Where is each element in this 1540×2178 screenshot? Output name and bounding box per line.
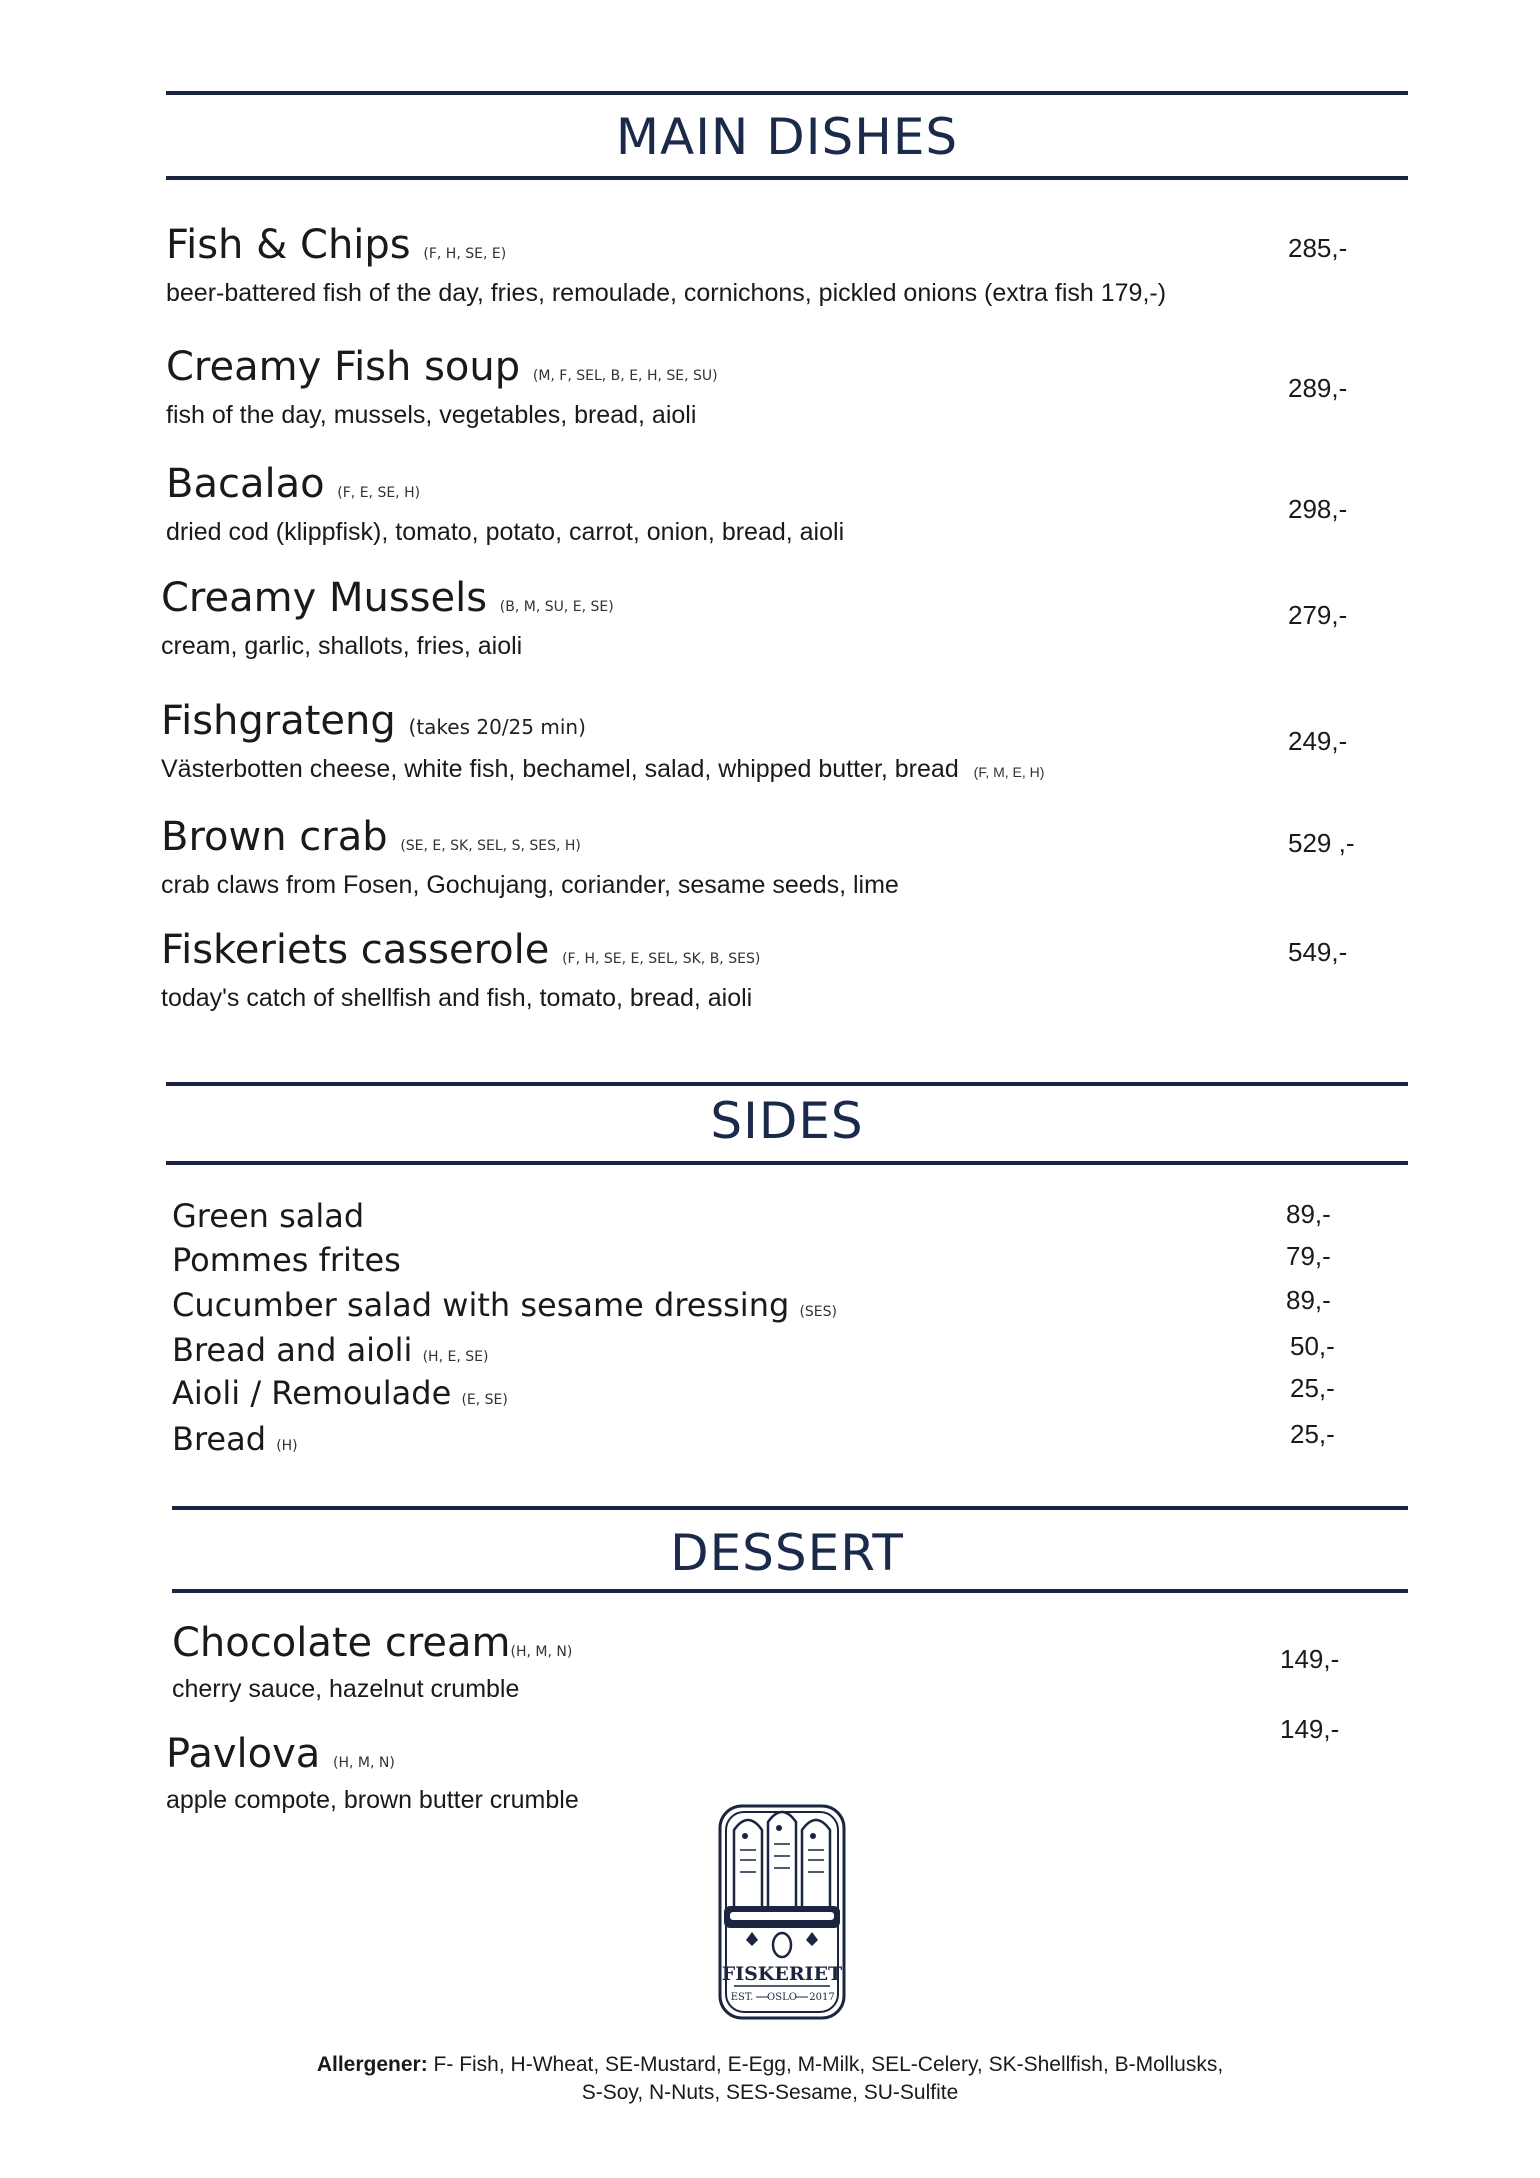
dish-name: Fiskeriets casserole: [161, 927, 550, 973]
main-top-rule: [166, 91, 1408, 95]
logo-city: OSLO: [767, 1992, 797, 2003]
dish-note: (takes 20/25 min): [408, 715, 586, 739]
allergen-tag: (F, M, E, H): [973, 764, 1045, 780]
sides-bottom-rule: [166, 1161, 1408, 1165]
dish-name: Brown crab: [161, 814, 388, 860]
menu-item-price: 289,-: [1288, 373, 1348, 403]
logo-est: EST.: [730, 1992, 754, 2003]
dessert-desc: cherry sauce, hazelnut crumble: [172, 1675, 520, 1703]
dessert-name: Pavlova: [166, 1731, 321, 1777]
dessert-desc: apple compote, brown butter crumble: [166, 1786, 579, 1814]
menu-item-price: 298,-: [1288, 494, 1348, 524]
menu-item-price: 529 ,-: [1288, 828, 1355, 858]
dessert-item-name: [172, 1620, 572, 1666]
allergen-legend: [160, 2051, 1380, 2107]
side-name: Aioli / Remoulade: [172, 1374, 452, 1412]
dessert-price: 149,-: [1280, 1644, 1340, 1674]
dessert-bottom-rule: [172, 1589, 1408, 1593]
menu-item-name: [161, 698, 586, 744]
menu-item-price: 249,-: [1288, 726, 1348, 756]
allergen-legend-line2: S-Soy, N-Nuts, SES-Sesame, SU-Sulfite: [581, 2081, 959, 2104]
dish-name: Creamy Mussels: [161, 575, 488, 621]
side-name: Green salad: [172, 1197, 365, 1235]
side-item: [172, 1241, 401, 1279]
side-name: Bread and aioli: [172, 1331, 413, 1369]
side-item: [172, 1420, 298, 1458]
menu-item-desc: today's catch of shellfish and fish, tomato, bread, aioli: [161, 984, 753, 1012]
main-bottom-rule: [166, 176, 1408, 180]
fiskeriet-logo: [712, 1800, 852, 2025]
allergen-tag: (SE, E, SK, SEL, S, SES, H): [400, 838, 581, 854]
allergen-legend-text: F- Fish, H-Wheat, SE-Mustard, E-Egg, M-Milk, SEL-Celery, SK-Shellfish, B-Mollusks,: [427, 2053, 1224, 2076]
allergen-tag: (F, H, SE, E, SEL, SK, B, SES): [562, 951, 761, 967]
dessert-price: 149,-: [1280, 1714, 1340, 1744]
allergen-tag: (E, SE): [461, 1392, 508, 1408]
logo-brand: FISKERIET: [721, 1963, 843, 1985]
dessert-title: DESSERT: [670, 1524, 904, 1582]
menu-item-desc: crab claws from Fosen, Gochujang, coriander, sesame seeds, lime: [161, 871, 899, 899]
menu-item-name: [166, 222, 506, 268]
side-name: Cucumber salad with sesame dressing: [172, 1286, 790, 1324]
side-price: 89,-: [1286, 1285, 1331, 1315]
side-price: 89,-: [1286, 1199, 1331, 1229]
dessert-item-name: [166, 1731, 395, 1777]
main-dishes-title: MAIN DISHES: [615, 108, 959, 166]
side-item: [172, 1197, 364, 1235]
dish-name: Bacalao: [166, 461, 325, 507]
dish-name: Fish & Chips: [166, 222, 411, 268]
side-item: [172, 1286, 837, 1324]
side-item: [172, 1374, 508, 1412]
dessert-name: Chocolate cream: [172, 1620, 511, 1666]
menu-item-desc: beer-battered fish of the day, fries, remoulade, cornichons, pickled onions (extra fish 179,-): [166, 279, 1167, 307]
menu-item-price: 285,-: [1288, 233, 1348, 263]
side-price: 25,-: [1290, 1373, 1335, 1403]
logo-year: 2017: [809, 1992, 835, 2003]
menu-item-name: [161, 927, 760, 973]
dessert-top-rule: [172, 1506, 1408, 1510]
menu-item-name: [166, 344, 718, 390]
dish-name: Creamy Fish soup: [166, 344, 521, 390]
allergen-tag: (H): [276, 1438, 298, 1454]
allergen-tag: (M, F, SEL, B, E, H, SE, SU): [532, 368, 718, 384]
allergen-tag: (H, M, N): [333, 1755, 395, 1771]
menu-item-desc: dried cod (klippfisk), tomato, potato, carrot, onion, bread, aioli: [166, 518, 845, 546]
menu-item-price: 279,-: [1288, 600, 1348, 630]
menu-item-desc: [161, 755, 1044, 784]
side-price: 50,-: [1290, 1331, 1335, 1361]
sardine-icon: [734, 1812, 830, 1910]
menu-item-name: [161, 575, 614, 621]
allergen-legend-label: Allergener:: [316, 2053, 428, 2076]
menu-item-name: [161, 814, 581, 860]
allergen-tag: (B, M, SU, E, SE): [499, 599, 614, 615]
allergen-tag: (F, E, SE, H): [337, 485, 421, 501]
side-price: 25,-: [1290, 1419, 1335, 1449]
dish-desc-text: Västerbotten cheese, white fish, bechamel, salad, whipped butter, bread: [161, 755, 959, 783]
menu-item-price: 549,-: [1288, 937, 1348, 967]
allergen-tag: (H, E, SE): [422, 1349, 489, 1365]
sides-title: SIDES: [710, 1092, 864, 1150]
menu-item-desc: cream, garlic, shallots, fries, aioli: [161, 632, 523, 660]
allergen-tag: (F, H, SE, E): [423, 246, 507, 262]
menu-item-desc: fish of the day, mussels, vegetables, bread, aioli: [166, 401, 697, 429]
side-name: Bread: [172, 1420, 267, 1458]
side-item: [172, 1331, 488, 1369]
allergen-tag: (H, M, N): [510, 1644, 573, 1660]
allergen-legend-line1: [160, 2051, 1380, 2079]
side-price: 79,-: [1286, 1241, 1331, 1271]
allergen-tag: (SES): [799, 1304, 837, 1320]
dish-name: Fishgrateng: [161, 698, 396, 744]
menu-item-name: [166, 461, 420, 507]
sides-top-rule: [166, 1082, 1408, 1086]
side-name: Pommes frites: [172, 1241, 401, 1279]
